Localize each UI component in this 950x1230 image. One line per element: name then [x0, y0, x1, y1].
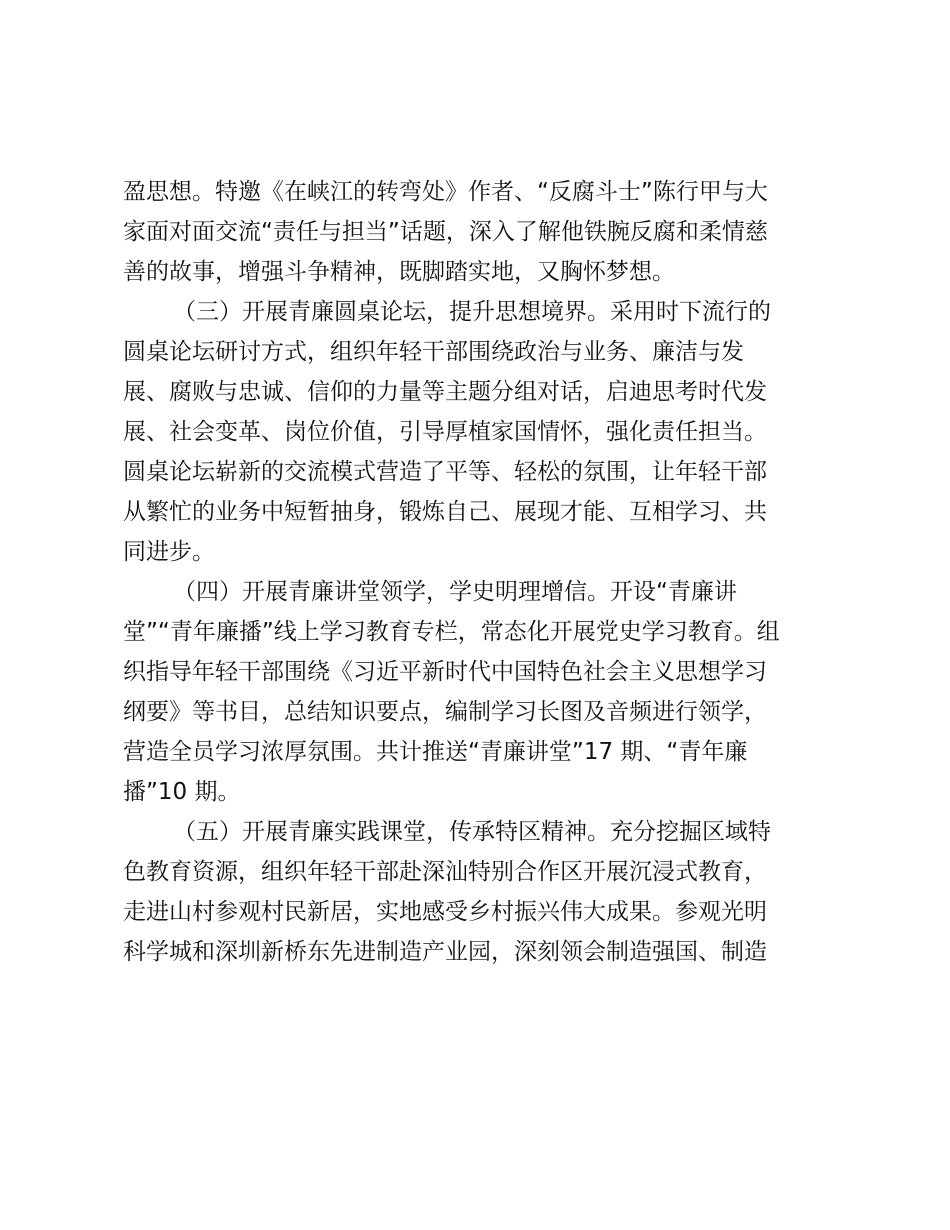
text-line: 堂”“青年廉播”线上学习教育专栏，常态化开展党史学习教育。组 — [123, 619, 780, 645]
text-line: 科学城和深圳新桥东先进制造产业园，深刻领会制造强国、制造 — [123, 939, 767, 965]
text-line: 播”10 期。 — [123, 779, 241, 805]
text-line: 圆桌论坛崭新的交流模式营造了平等、轻松的氛围，让年轻干部 — [123, 459, 767, 485]
text-line: 走进山村参观村民新居，实地感受乡村振兴伟大成果。参观光明 — [123, 899, 767, 925]
text-line: 盈思想。特邀《在峡江的转弯处》作者、“反腐斗士”陈行甲与大 — [123, 179, 768, 205]
text-line: 营造全员学习浓厚氛围。共计推送“青廉讲堂”17 期、“青年廉 — [123, 739, 748, 765]
section-heading-line: （三）开展青廉圆桌论坛，提升思想境界。采用时下流行的 — [173, 299, 771, 325]
text-line: 纲要》等书目，总结知识要点，编制学习长图及音频进行领学， — [123, 699, 767, 725]
text-line: 展、腐败与忠诚、信仰的力量等主题分组对话，启迪思考时代发 — [123, 379, 767, 405]
text-line: 同进步。 — [123, 539, 215, 565]
text-line: 展、社会变革、岗位价值，引导厚植家国情怀，强化责任担当。 — [123, 419, 767, 445]
text-line: 织指导年轻干部围绕《习近平新时代中国特色社会主义思想学习 — [123, 659, 767, 685]
body-text — [123, 172, 843, 972]
section-heading-line: （五）开展青廉实践课堂，传承特区精神。充分挖掘区域特 — [173, 819, 771, 845]
text-line: 善的故事，增强斗争精神，既脚踏实地，又胸怀梦想。 — [123, 259, 675, 285]
text-line: 从繁忙的业务中短暂抽身，锻炼自己、展现才能、互相学习、共 — [123, 499, 767, 525]
text-line: 圆桌论坛研讨方式，组织年轻干部围绕政治与业务、廉洁与发 — [123, 339, 744, 365]
text-line: 色教育资源，组织年轻干部赴深汕特别合作区开展沉浸式教育， — [123, 859, 767, 885]
section-heading-line: （四）开展青廉讲堂领学，学史明理增信。开设“青廉讲 — [173, 579, 737, 605]
text-line: 家面对面交流“责任与担当”话题，深入了解他铁腕反腐和柔情慈 — [123, 219, 768, 245]
